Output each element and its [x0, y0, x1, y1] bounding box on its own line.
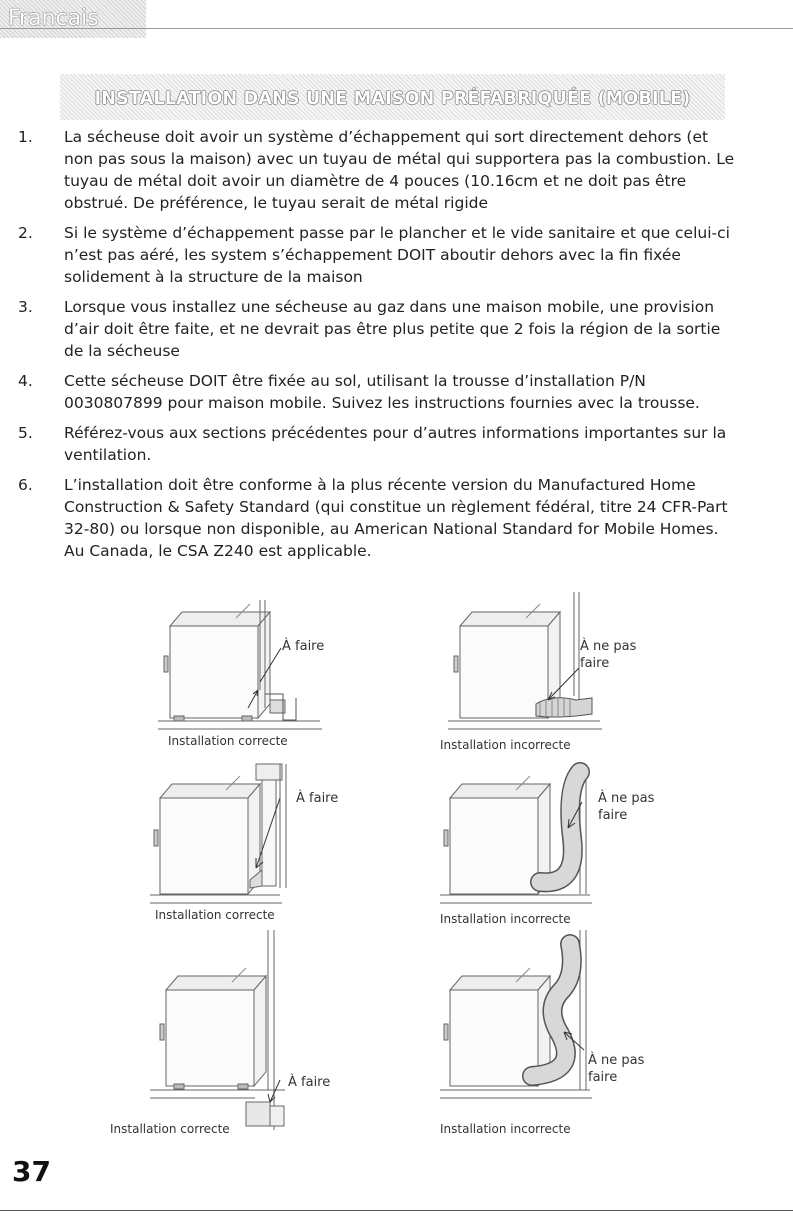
dryer-floor-vent-illustration — [110, 930, 350, 1145]
language-label: Francais — [8, 6, 99, 31]
instruction-item — [10, 126, 735, 214]
figure-flex-vertical-incorrect — [440, 758, 670, 933]
instruction-text: Si le système d’échappement passe par le plancher et le vide sanitaire et que celui-ci n’est pas aéré, les system s’échappement DOIT aboutir dehors avec la fin fixée solidement à la structure de la maison — [64, 224, 730, 286]
section-title: INSTALLATION DANS UNE MAISON PRÉFABRIQUÉE (MOBILE) — [94, 89, 691, 109]
do-note: À faire — [282, 639, 325, 654]
do-note: À faire — [288, 1075, 331, 1090]
instruction-number: 5. — [18, 424, 33, 442]
language-tab — [0, 0, 146, 38]
page-number: 37 — [12, 1155, 51, 1188]
instruction-number: 3. — [18, 298, 33, 316]
instruction-number: 6. — [18, 476, 33, 494]
instruction-text: Référez-vous aux sections précédentes pour d’autres informations importantes sur la ventilation. — [64, 424, 727, 464]
figure-caption: Installation incorrecte — [440, 1122, 571, 1136]
figure-caption: Installation correcte — [168, 734, 288, 748]
figure-floor-vent-correct — [110, 930, 350, 1145]
dryer-vertical-vent-illustration — [150, 758, 350, 933]
instruction-text: Lorsque vous installez une sécheuse au gaz dans une maison mobile, une provision d’air doit être faite, et ne devrait pas être plus petite que 2 fois la région de la sortie de la sécheuse — [64, 298, 721, 360]
footer-rule — [0, 1210, 793, 1211]
dont-note: À ne pas faire — [588, 1053, 645, 1085]
instruction-item — [10, 474, 735, 562]
header-rule — [0, 28, 793, 29]
figure-coiled-vent-incorrect — [440, 930, 680, 1145]
instruction-text: La sécheuse doit avoir un système d’échappement qui sort directement dehors (et non pas sous la maison) avec un tuyau de métal qui supportera pas la combustion. Le tuyau de métal doit avoir un diamètre de 4 pouces (10.16cm et ne doit pas être obstrué. De préférence, le tuyau serait de métal rigide — [64, 128, 735, 212]
section-title-bar — [60, 74, 725, 120]
instruction-number: 4. — [18, 372, 33, 390]
instruction-list — [10, 126, 735, 570]
instruction-item — [10, 296, 735, 362]
dont-note: À ne pas faire — [580, 639, 637, 671]
instruction-number: 2. — [18, 224, 33, 242]
do-note: À faire — [296, 791, 339, 806]
dont-note: À ne pas faire — [598, 791, 655, 823]
figure-caption: Installation incorrecte — [440, 738, 571, 752]
figure-caption: Installation correcte — [110, 1122, 230, 1136]
instruction-item — [10, 370, 735, 414]
instruction-text: L’installation doit être conforme à la plus récente version du Manufactured Home Construction & Safety Standard (qui constitue un règlement fédéral, titre 24 CFR-Part 32-80) ou lorsque non disponible, au American National Standard for Mobile Homes. Au Canada, le CSA Z240 est applicable. — [64, 476, 728, 560]
instruction-item — [10, 422, 735, 466]
figure-rigid-vent-correct — [150, 590, 350, 760]
dryer-flex-vertical-illustration — [440, 758, 670, 933]
dryer-coiled-vent-illustration — [440, 930, 680, 1145]
instruction-item — [10, 222, 735, 288]
dryer-flex-vent-illustration — [440, 590, 670, 760]
figure-flex-vent-incorrect — [440, 590, 670, 760]
figure-vertical-vent-correct — [150, 758, 350, 933]
figure-caption: Installation incorrecte — [440, 912, 571, 926]
figure-caption: Installation correcte — [155, 908, 275, 922]
instruction-number: 1. — [18, 128, 33, 146]
instruction-text: Cette sécheuse DOIT être fixée au sol, utilisant la trousse d’installation P/N 0030807899 pour maison mobile. Suivez les instructions fournies avec la trousse. — [64, 372, 700, 412]
